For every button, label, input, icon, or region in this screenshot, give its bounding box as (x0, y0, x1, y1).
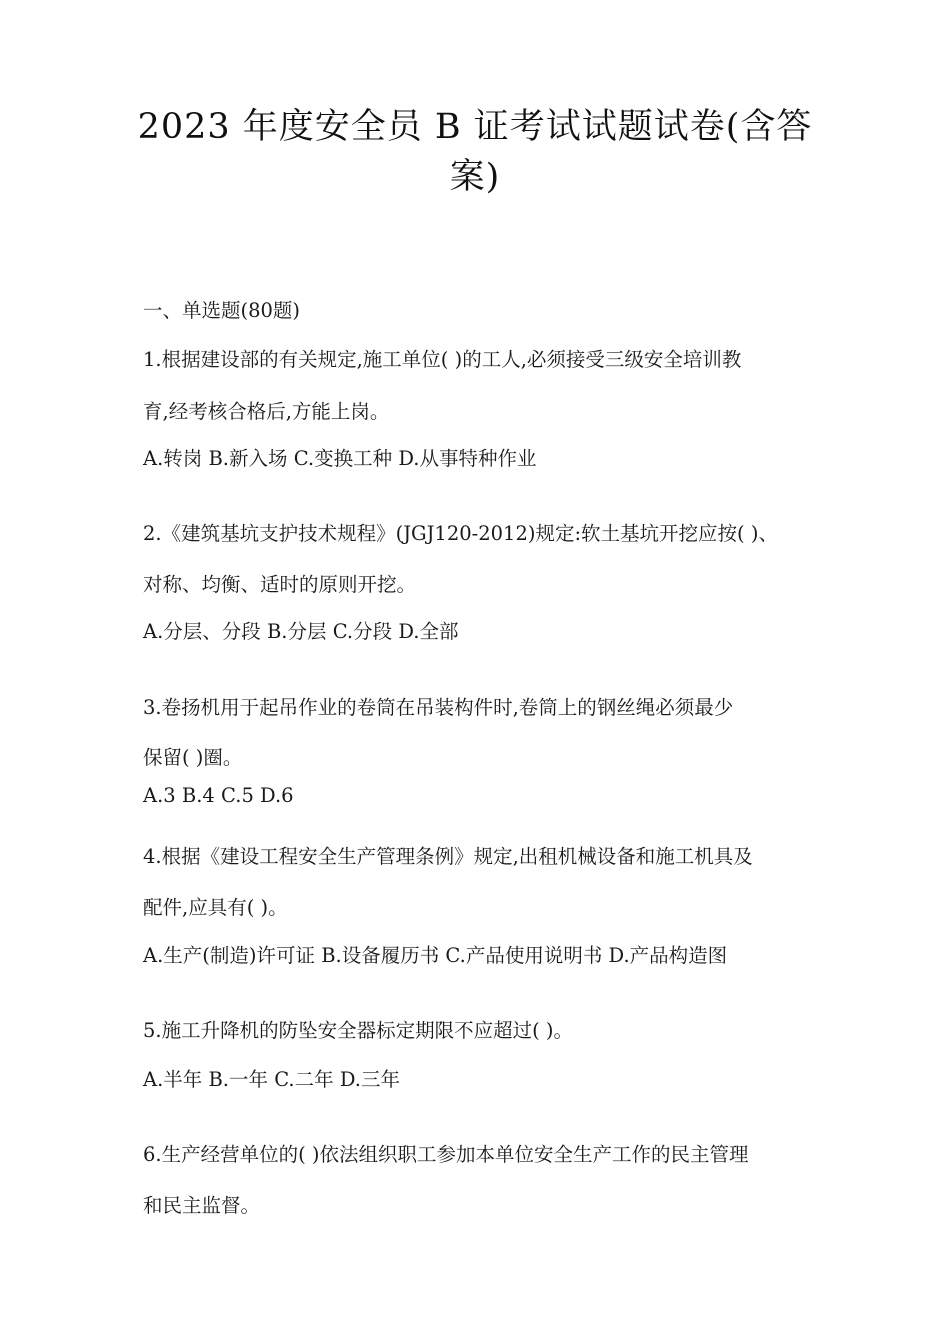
question-6-stem-line-1: 6.生产经营单位的( )依法组织职工参加本单位安全生产工作的民主管理 (143, 1143, 749, 1166)
question-5-options: A.半年 B.一年 C.二年 D.三年 (143, 1068, 400, 1091)
question-4-stem-line-2: 配件,应具有( )。 (143, 896, 288, 919)
question-3-options: A.3 B.4 C.5 D.6 (143, 784, 294, 807)
question-4-options: A.生产(制造)许可证 B.设备履历书 C.产品使用说明书 D.产品构造图 (143, 944, 728, 967)
question-2-stem-line-1: 2.《建筑基坑支护技术规程》(JGJ120-2012)规定:软土基坑开挖应按( )、 (143, 522, 778, 545)
question-1-stem-line-2: 育,经考核合格后,方能上岗。 (143, 400, 390, 423)
question-3-stem-line-1: 3.卷扬机用于起吊作业的卷筒在吊装构件时,卷筒上的钢丝绳必须最少 (143, 696, 734, 719)
question-5-stem-line-1: 5.施工升降机的防坠安全器标定期限不应超过( )。 (143, 1019, 574, 1042)
question-6-stem-line-2: 和民主监督。 (143, 1194, 261, 1217)
question-1-options: A.转岗 B.新入场 C.变换工种 D.从事特种作业 (143, 447, 537, 470)
question-1-stem-line-1: 1.根据建设部的有关规定,施工单位( )的工人,必须接受三级安全培训教 (143, 348, 742, 371)
question-4-stem-line-1: 4.根据《建设工程安全生产管理条例》规定,出租机械设备和施工机具及 (143, 845, 753, 868)
document-title-line-2: 案) (449, 157, 501, 197)
document-title-line-1: 2023 年度安全员 B 证考试试题试卷(含答 (137, 107, 813, 147)
question-3-stem-line-2: 保留( )圈。 (143, 746, 243, 769)
question-2-stem-line-2: 对称、均衡、适时的原则开挖。 (143, 573, 417, 596)
section-heading: 一、单选题(80题) (143, 299, 301, 322)
question-2-options: A.分层、分段 B.分层 C.分段 D.全部 (143, 620, 459, 643)
